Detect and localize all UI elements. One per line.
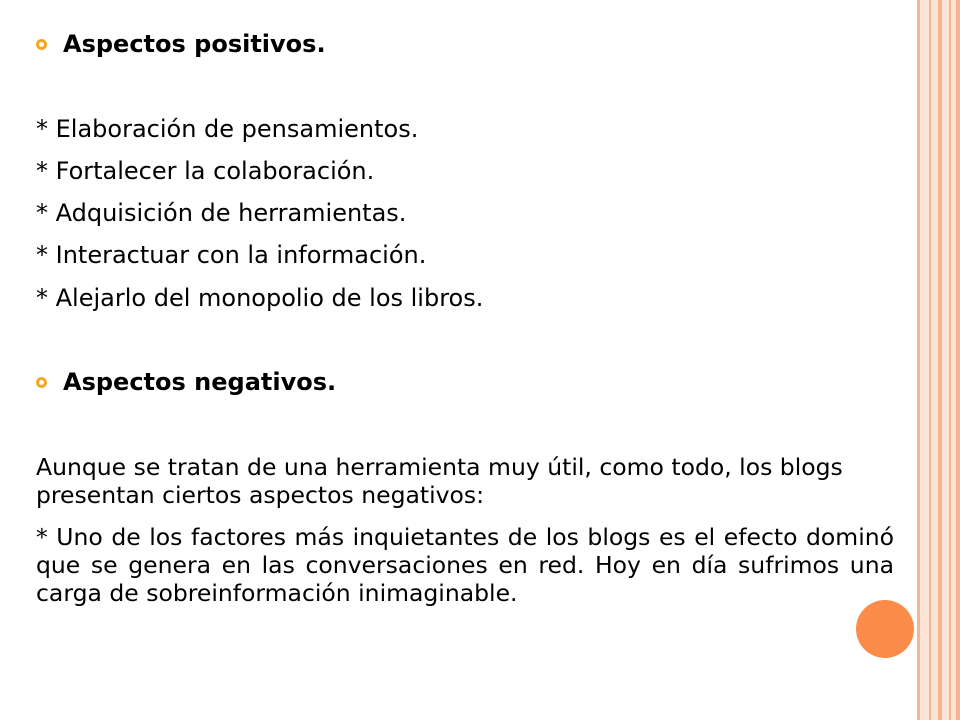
positive-item: * Elaboración de pensamientos.	[36, 115, 419, 143]
negative-intro-paragraph: Aunque se tratan de una herramienta muy útil, como todo, los blogs presentan ciertos aspectos negativos:	[36, 453, 843, 509]
positive-item: * Fortalecer la colaboración.	[36, 157, 375, 185]
accent-circle	[856, 600, 914, 658]
ring-bullet-icon	[36, 377, 47, 388]
positive-heading: Aspectos positivos.	[63, 30, 326, 58]
negative-heading: Aspectos negativos.	[63, 368, 337, 396]
positive-item: * Alejarlo del monopolio de los libros.	[36, 284, 484, 312]
side-decoration-line	[956, 0, 960, 720]
side-decoration-line	[929, 0, 931, 720]
negative-heading-row	[36, 368, 336, 396]
ring-bullet-icon	[36, 39, 47, 50]
positive-item: * Adquisición de herramientas.	[36, 199, 407, 227]
side-decoration-line	[949, 0, 951, 720]
positive-heading-row	[36, 30, 326, 58]
side-decoration-line	[938, 0, 942, 720]
side-decoration-line	[917, 0, 920, 720]
positive-item: * Interactuar con la información.	[36, 241, 427, 269]
negative-point-paragraph: * Uno de los factores más inquietantes de los blogs es el efecto dominó que se genera en las conversaciones en red. Hoy en día sufrimos una carga de sobreinformación inimaginable.	[36, 523, 894, 607]
